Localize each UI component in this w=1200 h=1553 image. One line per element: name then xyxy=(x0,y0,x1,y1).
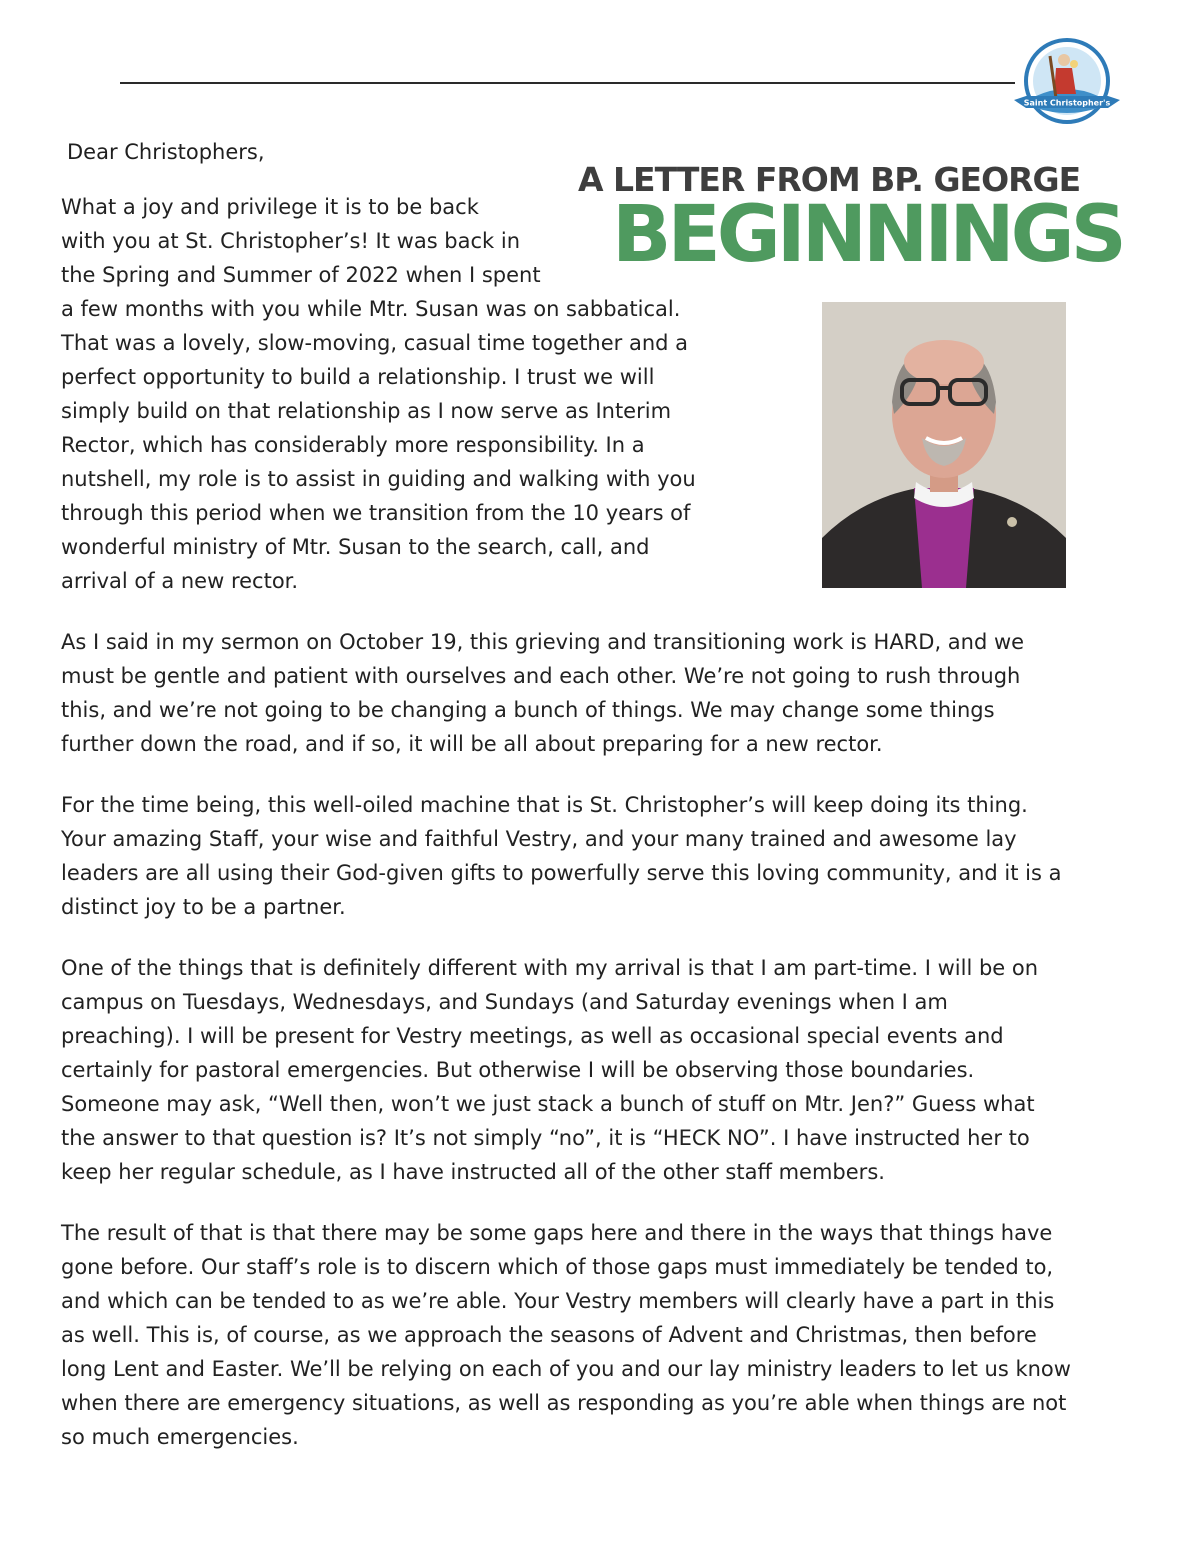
text-line: Your amazing Staff, your wise and faithful Vestry, and your many trained and awesome lay xyxy=(61,827,1017,851)
logo-text: Saint Christopher's xyxy=(1023,98,1111,108)
church-logo xyxy=(1012,38,1122,128)
text-line: and which can be tended to as we’re able. Your Vestry members will clearly have a part in this xyxy=(61,1289,1055,1313)
text-line: distinct joy to be a partner. xyxy=(61,895,346,919)
text-line: through this period when we transition from the 10 years of xyxy=(61,501,691,525)
text-line: nutshell, my role is to assist in guiding and walking with you xyxy=(61,467,696,491)
text-line: with you at St. Christopher’s! It was back in xyxy=(61,229,521,253)
text-line: keep her regular schedule, as I have instructed all of the other staff members. xyxy=(61,1160,885,1184)
text-line: when there are emergency situations, as well as responding as you’re able when things are not xyxy=(61,1391,1067,1415)
text-line: this, and we’re not going to be changing a bunch of things. We may change some things xyxy=(61,698,995,722)
letter-paragraph-2 xyxy=(61,625,1171,761)
text-line: the answer to that question is? It’s not simply “no”, it is “HECK NO”. I have instructed her to xyxy=(61,1126,1030,1150)
text-line: as well. This is, of course, as we approach the seasons of Advent and Christmas, then before xyxy=(61,1323,1037,1347)
letter-paragraph-4 xyxy=(61,951,1171,1189)
letter-paragraph-3 xyxy=(61,788,1171,924)
text-line: certainly for pastoral emergencies. But otherwise I will be observing those boundaries. xyxy=(61,1058,975,1082)
text-line: further down the road, and if so, it will be all about preparing for a new rector. xyxy=(61,732,883,756)
text-line: Someone may ask, “Well then, won’t we just stack a bunch of stuff on Mtr. Jen?” Guess what xyxy=(61,1092,1035,1116)
text-line: arrival of a new rector. xyxy=(61,569,299,593)
text-line: Rector, which has considerably more responsibility. In a xyxy=(61,433,645,457)
letter-salutation: Dear Christophers, xyxy=(67,140,265,164)
text-line: long Lent and Easter. We’ll be relying on each of you and our lay ministry leaders to let us know xyxy=(61,1357,1071,1381)
text-line: the Spring and Summer of 2022 when I spent xyxy=(61,263,541,287)
text-line: gone before. Our staff’s role is to discern which of those gaps must immediately be tended to, xyxy=(61,1255,1054,1279)
text-line: a few months with you while Mtr. Susan was on sabbatical. xyxy=(61,297,681,321)
page-title: BEGINNINGS xyxy=(612,190,1123,280)
text-line: wonderful ministry of Mtr. Susan to the search, call, and xyxy=(61,535,650,559)
text-line: must be gentle and patient with ourselves and each other. We’re not going to rush through xyxy=(61,664,1021,688)
text-line: What a joy and privilege it is to be back xyxy=(61,195,479,219)
text-line: The result of that is that there may be some gaps here and there in the ways that things have xyxy=(61,1221,1053,1245)
header-divider xyxy=(120,82,1015,84)
text-line: campus on Tuesdays, Wednesdays, and Sundays (and Saturday evenings when I am xyxy=(61,990,948,1014)
text-line: As I said in my sermon on October 19, this grieving and transitioning work is HARD, and we xyxy=(61,630,1025,654)
text-line: simply build on that relationship as I now serve as Interim xyxy=(61,399,672,423)
text-line: leaders are all using their God-given gifts to powerfully serve this loving community, and it is a xyxy=(61,861,1062,885)
text-line: One of the things that is definitely different with my arrival is that I am part-time. I will be on xyxy=(61,956,1039,980)
text-line: preaching). I will be present for Vestry meetings, as well as occasional special events and xyxy=(61,1024,1004,1048)
text-line: For the time being, this well-oiled machine that is St. Christopher’s will keep doing its thing. xyxy=(61,793,1028,817)
letter-paragraph-1 xyxy=(61,190,1171,598)
letter-kicker: A LETTER FROM BP. GEORGE xyxy=(578,160,1081,199)
letter-paragraph-5 xyxy=(61,1216,1171,1454)
letter-body xyxy=(61,190,1171,1481)
text-line: That was a lovely, slow-moving, casual time together and a xyxy=(61,331,689,355)
text-line: so much emergencies. xyxy=(61,1425,299,1449)
text-line: perfect opportunity to build a relationship. I trust we will xyxy=(61,365,655,389)
